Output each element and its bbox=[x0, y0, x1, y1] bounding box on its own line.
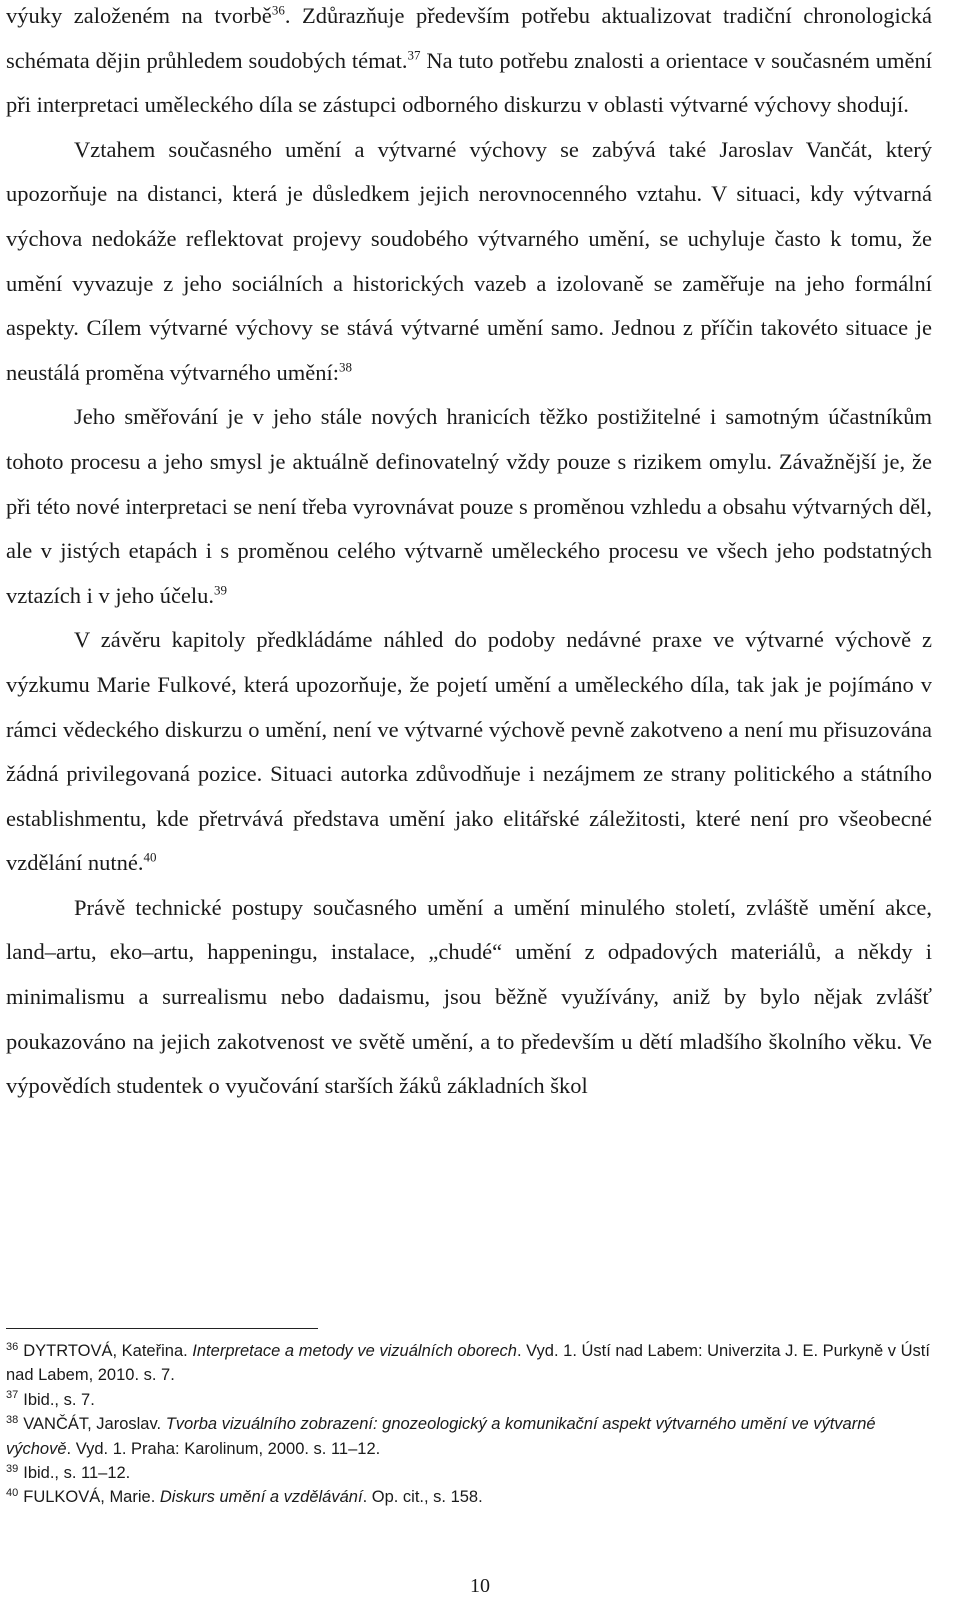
text-run: Na tuto potřebu znalosti a orientace v současném umění při interpretaci uměleckého díla se zástupci odborného diskurzu v oblasti výtvarné výchovy shodují. bbox=[6, 47, 932, 118]
footnote-number: 37 bbox=[6, 1389, 19, 1402]
footnote-separator bbox=[6, 1328, 318, 1329]
footnote-reference: 39 bbox=[214, 582, 228, 598]
paragraph bbox=[6, 0, 932, 128]
footnote-number: 40 bbox=[6, 1486, 19, 1499]
footnote-reference: 38 bbox=[339, 359, 353, 375]
footnote bbox=[6, 1485, 932, 1509]
footnote-number: 39 bbox=[6, 1462, 19, 1475]
footnote-number: 38 bbox=[6, 1413, 19, 1426]
text-run: Právě technické postupy současného umění a umění minulého století, zvláště umění akce, land–artu, eko–artu, happeningu, instalace, „chudé“ umění z odpadových materiálů, a někdy i minimalismu a surrealismu nebo dadaismu, jsou běžně využívány, aniž by bylo nějak zvlášť poukazováno na jejich zakotvenost ve světě umění, a to především u dětí mladšího školního věku. Ve výpovědích studentek o vyučování starších žáků základních škol bbox=[6, 894, 932, 1099]
footnote-reference: 36 bbox=[271, 2, 285, 18]
footnote bbox=[6, 1339, 932, 1388]
footnote bbox=[6, 1412, 932, 1461]
text-run: výuky založeném na tvorbě bbox=[6, 3, 272, 28]
footnote-text: DYTRTOVÁ, Kateřina. bbox=[23, 1342, 193, 1360]
body-text bbox=[6, 0, 932, 1109]
page-number: 10 bbox=[470, 1575, 490, 1597]
paragraph bbox=[6, 395, 932, 618]
paragraph bbox=[6, 618, 932, 886]
footnote-text: . Op. cit., s. 158. bbox=[362, 1488, 483, 1507]
footnote-reference: 40 bbox=[143, 849, 157, 865]
footnote-text: . Vyd. 1. Praha: Karolinum, 2000. s. 11–12. bbox=[66, 1439, 381, 1458]
footnote-title: Tvorba vizuálního zobrazení: gnozeologický a komunikační aspekt výtvarného umění ve výtvarné výchově bbox=[6, 1415, 876, 1458]
footnote-title: Interpretace a metody ve vizuálních oborech bbox=[192, 1342, 517, 1360]
footnote-number: 36 bbox=[6, 1340, 19, 1353]
text-run: Jeho směřování je v jeho stále nových hranicích těžko postižitelné i samotným účastníkům tohoto procesu a jeho smysl je aktuálně definovatelný vždy pouze s rizikem omylu. Závažnější je, že při této nové interpretaci se není třeba vyrovnávat pouze s proměnou vzhledu a obsahu výtvarných děl, ale v jistých etapách i s proměnou celého výtvarně uměleckého procesu ve všech jeho podstatných vztazích i v jeho účelu. bbox=[6, 404, 932, 608]
footnote bbox=[6, 1461, 932, 1485]
text-run: V závěru kapitoly předkládáme náhled do podoby nedávné praxe ve výtvarné výchově z výzkumu Marie Fulkové, která upozorňuje, že pojetí umění a uměleckého díla, tak jak je pojímáno v rámci vědeckého diskurzu o umění, není ve výtvarné výchově pevně zakotveno a není mu přisuzována žádná privilegovaná pozice. Situaci autorka zdůvodňuje i nezájmem ze strany politického a státního establishmentu, kde přetrvává představa umění jako elitářské záležitosti, které není pro všeobecné vzdělání nutné. bbox=[6, 627, 932, 876]
footnote-reference: 37 bbox=[407, 47, 421, 63]
footnotes bbox=[6, 1339, 932, 1510]
text-run: . Zdůrazňuje především potřebu aktualizovat tradiční chronologická schémata dějin průhledem soudobých témat. bbox=[6, 3, 933, 73]
footnote bbox=[6, 1388, 932, 1412]
footnote-title: Diskurs umění a vzdělávání bbox=[159, 1488, 363, 1507]
paragraph bbox=[6, 886, 932, 1109]
footnote-text: Ibid., s. 7. bbox=[23, 1390, 95, 1409]
text-run: Vztahem současného umění a výtvarné výchovy se zabývá také Jaroslav Vančát, který upozorňuje na distanci, která je důsledkem jejich nerovnocenného vztahu. V situaci, kdy výtvarná výchova nedokáže reflektovat projevy soudobého výtvarného umění, se uchyluje často k tomu, že umění vyvazuje z jeho sociálních a historických vazeb a izolovaně se zaměřuje na jeho formální aspekty. Cílem výtvarné výchovy se stává výtvarné umění samo. Jednou z příčin takovéto situace je neustálá proměna výtvarného umění: bbox=[6, 136, 932, 385]
footnote-text: . Vyd. 1. Ústí nad Labem: Univerzita J. E. Purkyně v Ústí nad Labem, 2010. s. 7. bbox=[6, 1342, 930, 1385]
paragraph bbox=[6, 128, 932, 396]
footnote-text: Ibid., s. 11–12. bbox=[23, 1464, 131, 1483]
footnote-text: VANČÁT, Jaroslav. bbox=[23, 1415, 166, 1434]
footnote-text: FULKOVÁ, Marie. bbox=[23, 1488, 160, 1507]
